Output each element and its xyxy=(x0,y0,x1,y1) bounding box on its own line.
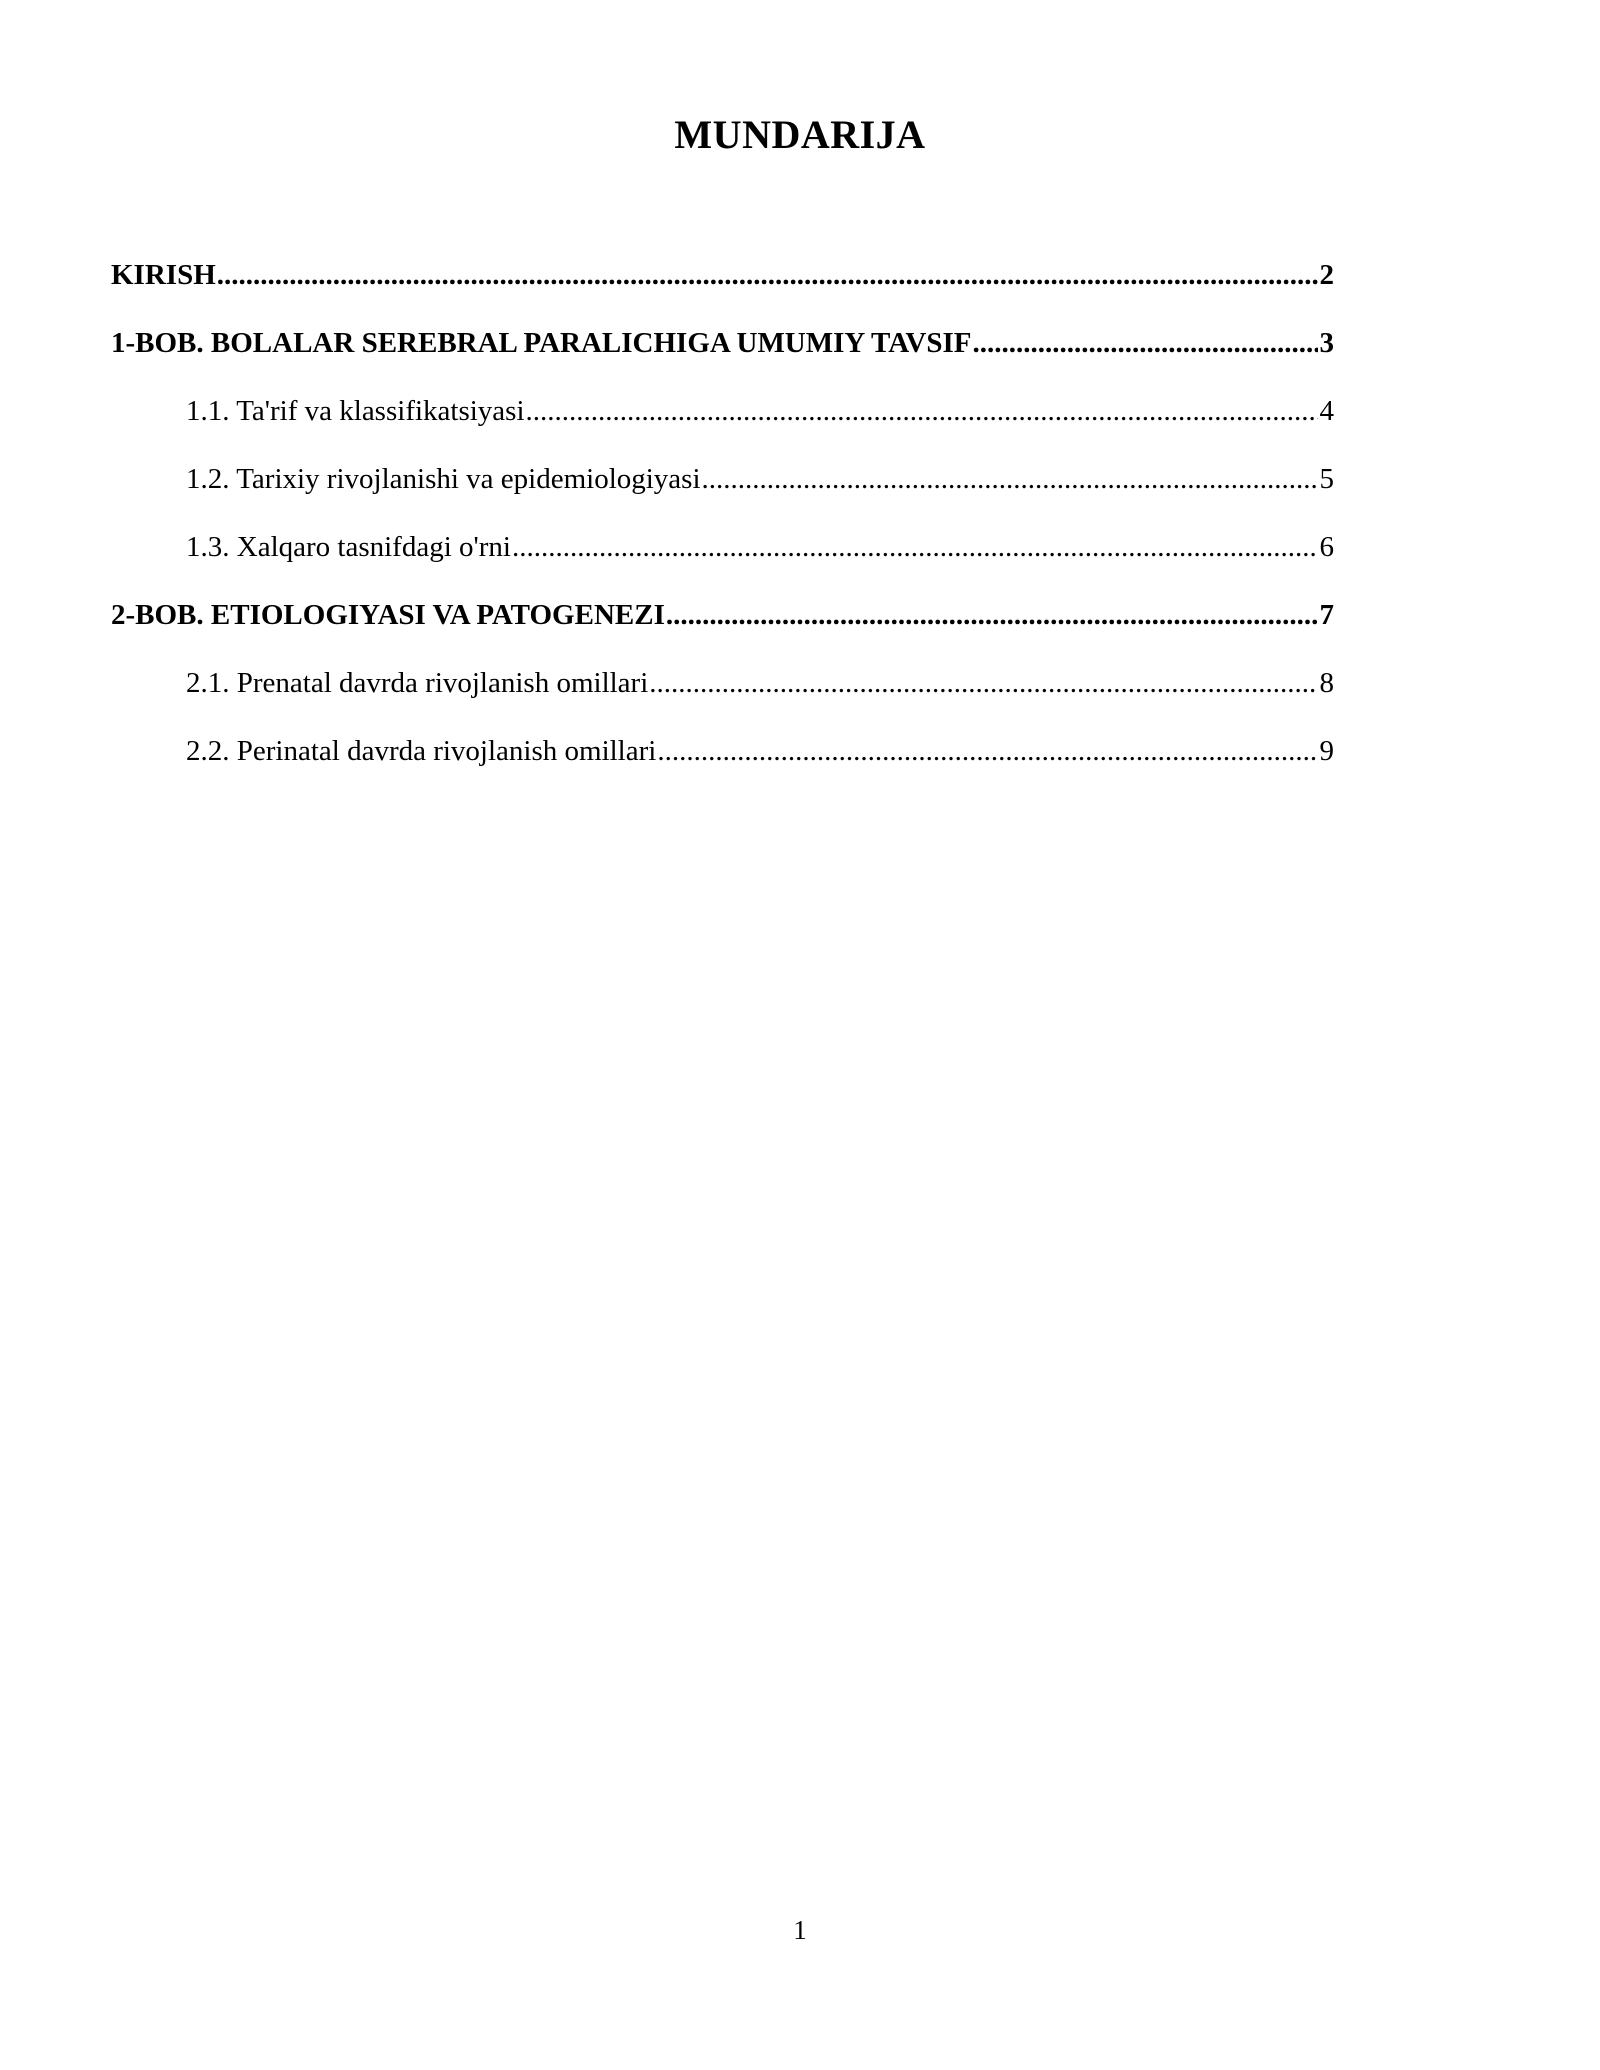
toc-entry-title: KIRISH xyxy=(111,259,216,291)
table-of-contents xyxy=(111,255,1334,799)
toc-entry-page: 3 xyxy=(1319,327,1334,359)
toc-entry-title: 1.3. Xalqaro tasnifdagi o'rni xyxy=(186,531,511,563)
toc-entry[interactable] xyxy=(111,595,1334,663)
toc-entry[interactable] xyxy=(111,527,1334,595)
toc-dot-leader xyxy=(657,731,1317,771)
toc-entry-title: 1.2. Tarixiy rivojlanishi va epidemiologiyasi xyxy=(186,463,701,495)
toc-dot-leader xyxy=(972,323,1317,363)
toc-entry-title: 1.1. Ta'rif va klassifikatsiyasi xyxy=(186,395,525,427)
toc-entry-page: 8 xyxy=(1319,667,1334,699)
toc-entry-title: 2.2. Perinatal davrda rivojlanish omillari xyxy=(186,735,657,767)
toc-dot-leader xyxy=(526,391,1318,431)
page-number: 1 xyxy=(793,1915,807,1945)
toc-entry-page: 2 xyxy=(1319,259,1334,291)
toc-dot-leader xyxy=(649,663,1317,703)
toc-entry[interactable] xyxy=(111,323,1334,391)
toc-entry[interactable] xyxy=(111,663,1334,731)
toc-dot-leader xyxy=(702,459,1318,499)
toc-entry-title: 2.1. Prenatal davrda rivojlanish omillari xyxy=(186,667,649,699)
toc-entry[interactable] xyxy=(111,255,1334,323)
toc-entry-page: 4 xyxy=(1319,395,1334,427)
toc-entry[interactable] xyxy=(111,391,1334,459)
toc-entry-page: 5 xyxy=(1319,463,1334,495)
toc-dot-leader xyxy=(512,527,1318,567)
toc-dot-leader xyxy=(666,595,1318,635)
toc-entry[interactable] xyxy=(111,459,1334,527)
page-title: MUNDARIJA xyxy=(674,112,926,157)
toc-entry-page: 6 xyxy=(1319,531,1334,563)
toc-entry-title: 1-BOB. BOLALAR SEREBRAL PARALICHIGA UMUMIY TAVSIF xyxy=(111,327,972,359)
toc-entry-title: 2-BOB. ETIOLOGIYASI VA PATOGENEZI xyxy=(111,599,665,631)
toc-dot-leader xyxy=(217,255,1318,295)
toc-entry-page: 7 xyxy=(1319,599,1334,631)
toc-entry-page: 9 xyxy=(1319,735,1334,767)
toc-entry[interactable] xyxy=(111,731,1334,799)
